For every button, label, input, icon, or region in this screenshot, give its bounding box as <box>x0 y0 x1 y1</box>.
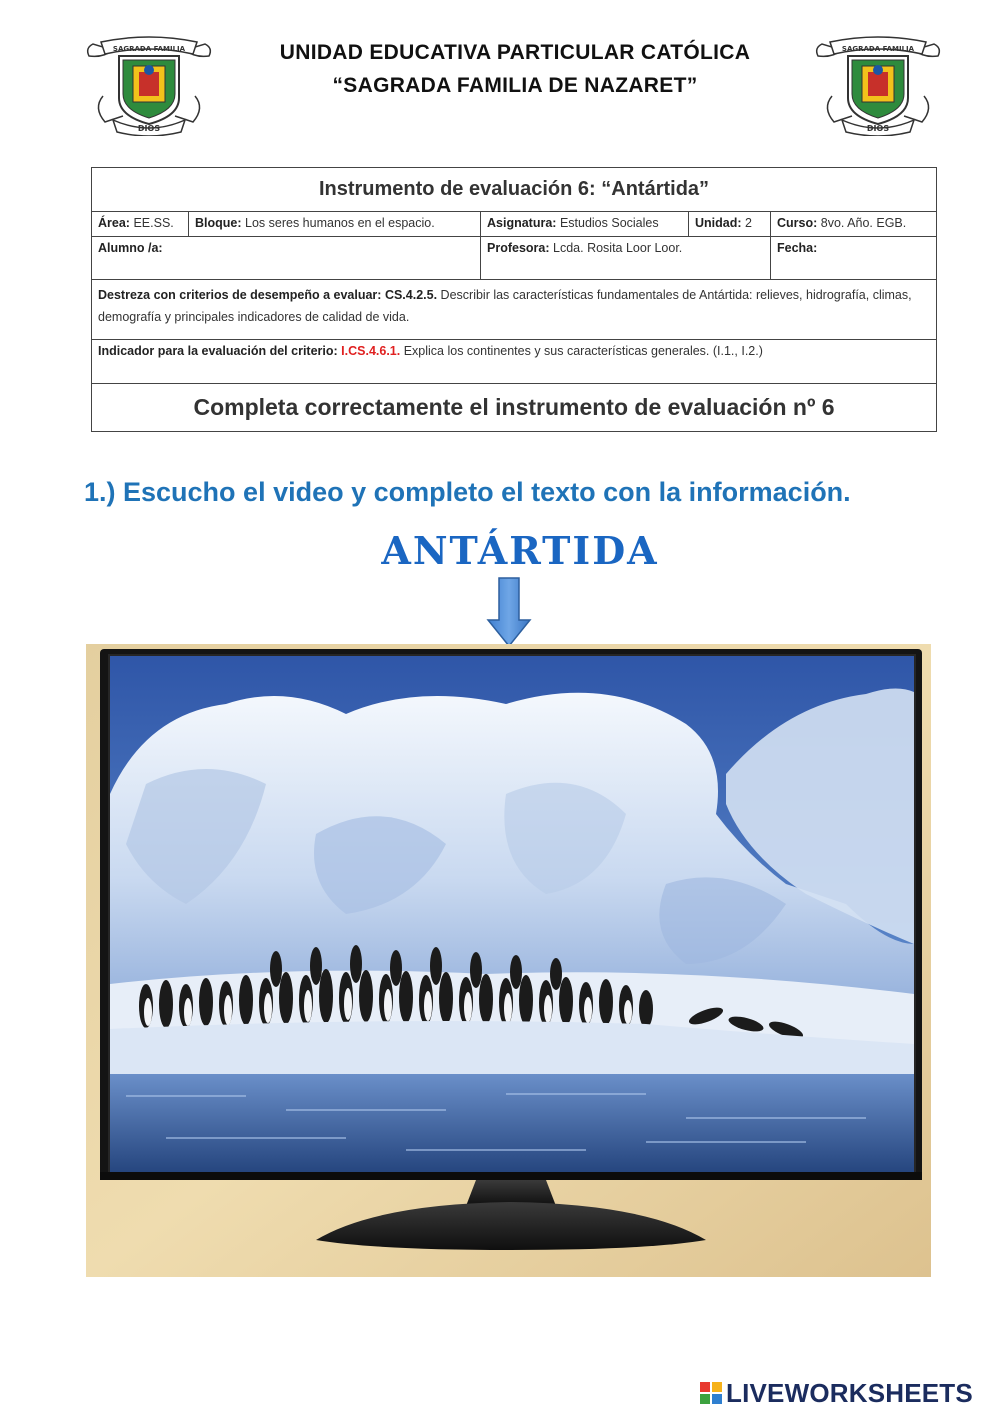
topic-title: ANTÁRTIDA <box>381 528 659 573</box>
seal-top-text: SAGRADA FAMILIA <box>112 45 186 53</box>
destreza-code: CS.4.2.5. <box>384 288 438 302</box>
evaluation-title: Instrumento de evaluación 6: “Antártida” <box>92 168 937 212</box>
destreza-cell <box>92 280 937 340</box>
asignatura-label: Asignatura: <box>487 216 557 230</box>
alumno-cell[interactable] <box>92 237 481 280</box>
evaluation-info-table <box>91 167 937 432</box>
school-name-line1: UNIDAD EDUCATIVA PARTICULAR CATÓLICA <box>279 41 751 64</box>
fecha-label: Fecha: <box>777 241 818 255</box>
seal-top-text: SAGRADA FAMILIA <box>841 45 915 53</box>
area-cell <box>92 212 189 237</box>
school-header <box>0 0 1000 150</box>
unidad-value: 2 <box>745 216 752 230</box>
profesora-label: Profesora: <box>487 241 550 255</box>
area-label: Área: <box>98 216 130 230</box>
fecha-cell[interactable] <box>771 237 937 280</box>
television-icon[interactable] <box>86 644 931 1277</box>
logo-box-2 <box>712 1382 722 1392</box>
school-name-line2: “SAGRADA FAMILIA DE NAZARET” <box>332 74 698 97</box>
profesora-cell <box>481 237 771 280</box>
indicador-cell <box>92 340 937 384</box>
unidad-label: Unidad: <box>695 216 742 230</box>
logo-box-4 <box>712 1394 722 1404</box>
bloque-cell <box>189 212 481 237</box>
profesora-value: Lcda. Rosita Loor Loor. <box>553 241 683 255</box>
school-seal-icon <box>812 36 944 136</box>
bloque-label: Bloque: <box>195 216 242 230</box>
alumno-label: Alumno /a: <box>98 241 163 255</box>
curso-label: Curso: <box>777 216 818 230</box>
logo-box-1 <box>700 1382 710 1392</box>
curso-cell <box>771 212 937 237</box>
asignatura-value: Estudios Sociales <box>559 216 659 230</box>
liveworksheets-logo[interactable] <box>700 1378 996 1408</box>
asignatura-cell <box>481 212 689 237</box>
indicador-text: Explica los continentes y sus características generales. (I.1., I.2.) <box>403 344 763 358</box>
arrow-down-icon <box>486 576 532 648</box>
logo-box-3 <box>700 1394 710 1404</box>
liveworksheets-logo-icon <box>700 1382 722 1404</box>
destreza-text: Describir las características fundamentales de Antártida: relieves, hidrografía, climas, demografía y principales indicadores de calidad de vida. <box>98 288 912 324</box>
indicador-code: I.CS.4.6.1. <box>341 344 401 358</box>
seal-bottom-text: DIOS <box>866 124 890 133</box>
question-1: 1.) Escucho el video y completo el texto con la información. <box>84 477 851 507</box>
area-value: EE.SS. <box>133 216 174 230</box>
video-television[interactable] <box>86 644 931 1277</box>
indicador-label: Indicador para la evaluación del criterio: <box>98 344 338 358</box>
curso-value: 8vo. Año. EGB. <box>820 216 907 230</box>
complete-instruction: Completa correctamente el instrumento de evaluación nº 6 <box>92 384 937 432</box>
school-seal-icon <box>83 36 215 136</box>
unidad-cell <box>689 212 771 237</box>
bloque-value: Los seres humanos en el espacio. <box>245 216 435 230</box>
seal-bottom-text: DIOS <box>137 124 161 133</box>
destreza-label: Destreza con criterios de desempeño a evaluar: <box>98 288 382 302</box>
liveworksheets-logo-text: LIVEWORKSHEETS <box>726 1378 973 1408</box>
